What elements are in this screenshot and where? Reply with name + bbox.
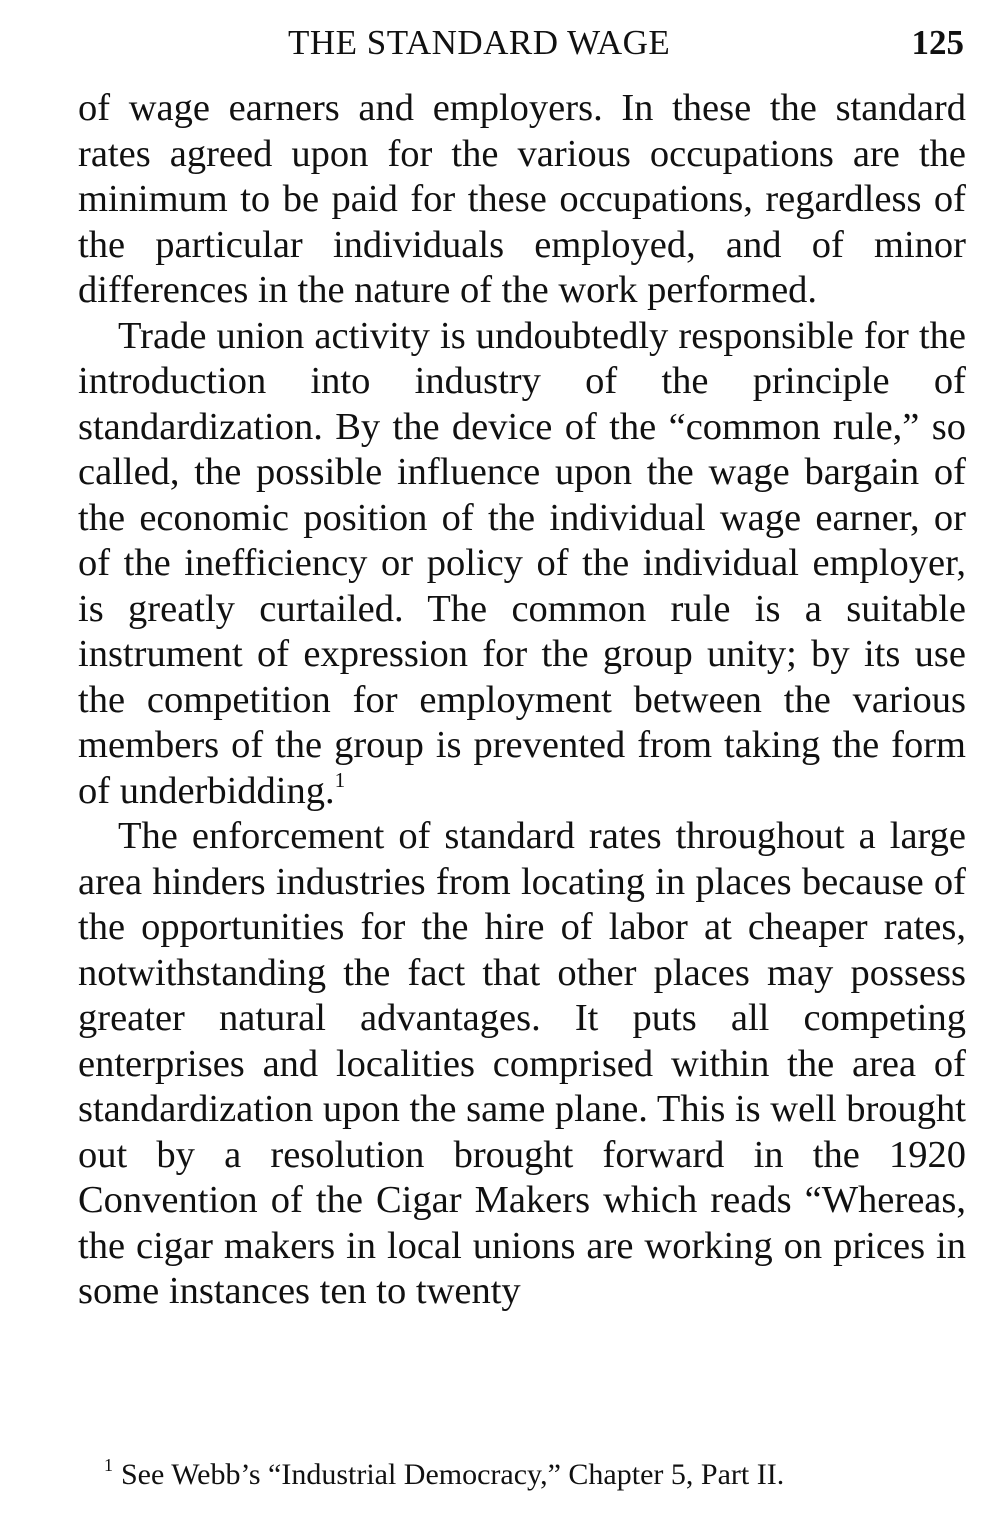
paragraph-continued	[78, 86, 966, 314]
body-text	[78, 86, 966, 1315]
paragraph-text: The enforcement of standard rates throughout a large area hinders industries from locating in places because of the opportunities for the hire of labor at cheaper rates, notwithstanding the fact that other places may possess greater natural advantages. It puts all competing enterprises and localities comprised within the area of standardization upon the same plane. This is well brought out by a resolution brought forward in the 1920 Convention of the Cigar Makers which reads “Whereas, the cigar makers in local unions are working on prices in some instances ten to twenty	[78, 815, 966, 1312]
page-number: 125	[911, 23, 964, 62]
running-title: THE STANDARD WAGE	[288, 23, 671, 62]
running-head	[78, 20, 966, 66]
paragraph-text: Trade union activity is undoubtedly responsible for the introduction into industry of the principle of standardization. By the device of the “common rule,” so called, the possible influence upon the wage bargain of the economic position of the individual wage earner, or of the inefficiency or policy of the individual employer, is greatly curtailed. The common rule is a suitable instrument of expression for the group unity; by its use the competition for employment between the various members of the group is prevented from taking the form of underbidding.	[78, 314, 966, 812]
footnote	[104, 1457, 966, 1493]
footnote-marker: 1	[104, 1455, 113, 1476]
paragraph-text: of wage earners and employers. In these the standard rates agreed upon for the various occupations are the minimum to be paid for these occupations, regardless of the particular individuals employed, and of minor differences in the nature of the work performed.	[78, 87, 966, 311]
paragraph	[78, 314, 966, 815]
paragraph	[78, 814, 966, 1315]
footnote-reference: 1	[334, 767, 346, 792]
footnote-text: See Webb’s “Industrial Democracy,” Chapter 5, Part II.	[121, 1458, 785, 1491]
